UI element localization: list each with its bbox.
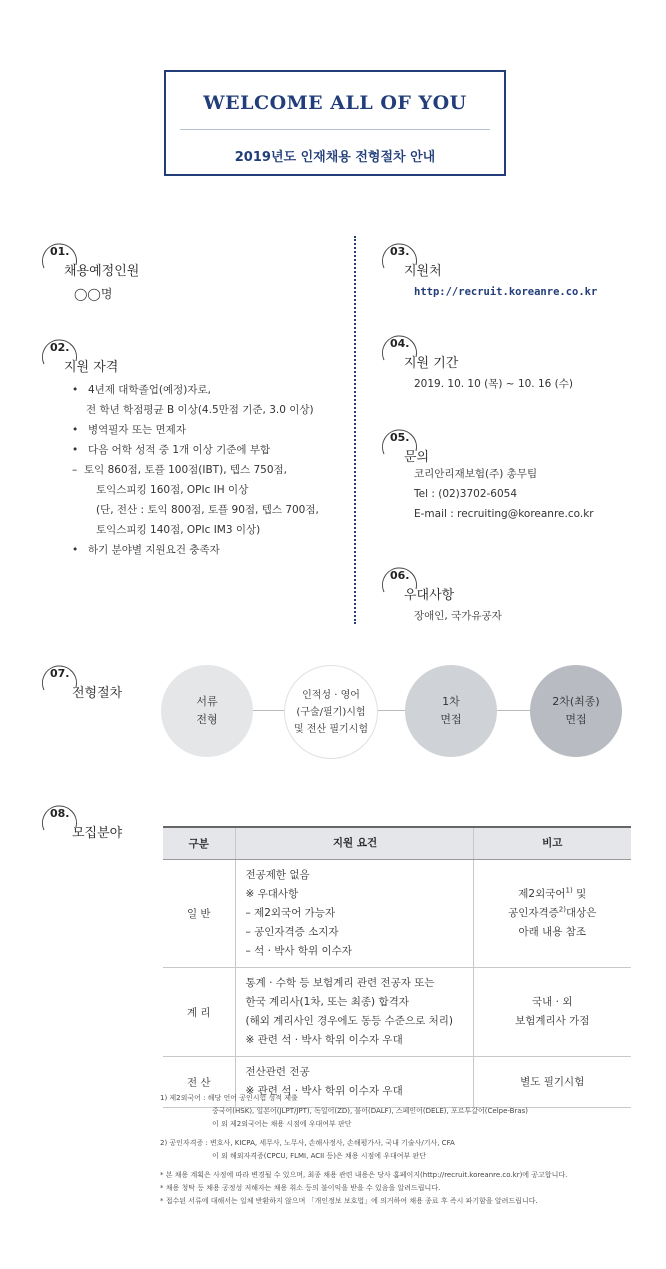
list-item: • 다음 어학 성적 중 1개 이상 기준에 부합 bbox=[72, 440, 319, 460]
footnote: 이 외 제2외국어는 채용 시점에 우대여부 판단 bbox=[212, 1120, 352, 1128]
section-title: 우대사항 bbox=[404, 588, 455, 603]
requirement-line: (해외 계리사인 경우에도 동등 수준으로 처리) bbox=[245, 1015, 453, 1027]
section-title: 채용예정인원 bbox=[64, 264, 140, 279]
section-number: 04. bbox=[390, 337, 410, 350]
section-number: 02. bbox=[50, 341, 70, 354]
footnote: * 채용 청탁 등 채용 공정성 저해자는 채용 취소 등의 불이익을 받을 수 있음을 알려드립니다. bbox=[160, 1184, 441, 1192]
process-step-interview-1 bbox=[405, 665, 497, 757]
list-item: 토익스피킹 160점, OPIc IH 이상 bbox=[96, 484, 249, 496]
application-period: 2019. 10. 10 (목) ~ 10. 16 (수) bbox=[414, 378, 574, 390]
section-number: 08. bbox=[50, 807, 70, 820]
preference-info: 장애인, 국가유공자 bbox=[414, 610, 502, 622]
step-label: 1차 bbox=[442, 695, 460, 708]
contact-department: 코리안리재보험(주) 총무팀 bbox=[414, 468, 538, 480]
process-step-documents bbox=[161, 665, 253, 757]
column-divider bbox=[354, 236, 356, 624]
recruitment-table bbox=[163, 826, 631, 1108]
contact-info bbox=[414, 464, 594, 524]
list-item: 토익스피킹 140점, OPIc IM3 이상) bbox=[96, 524, 261, 536]
table-row bbox=[163, 968, 631, 1057]
note-line: 보험계리사 가점 bbox=[515, 1015, 590, 1027]
step-connector bbox=[378, 710, 405, 711]
footnote: 이 외 해외자격증(CPCU, FLMI, ACII 등)은 채용 시점에 우대여부 판단 bbox=[212, 1152, 427, 1160]
section-number: 01. bbox=[50, 245, 70, 258]
requirement-line: 전산관련 전공 bbox=[245, 1066, 310, 1078]
requirements-cell bbox=[235, 968, 473, 1057]
section-title: 전형절차 bbox=[72, 686, 123, 701]
note-text: 제2외국어 bbox=[518, 888, 566, 900]
step-label: 면접 bbox=[440, 713, 462, 726]
note-text: 공인자격증 bbox=[508, 907, 559, 919]
process-step-aptitude bbox=[284, 665, 378, 759]
step-label: 서류 bbox=[196, 695, 218, 708]
list-item: – 토익 860점, 토플 100점(IBT), 텝스 750점, bbox=[72, 460, 319, 480]
note-text: 대상은 bbox=[565, 907, 597, 919]
step-label: 2차(최종) bbox=[552, 695, 600, 708]
requirement-line: 한국 계리사(1차, 또는 최종) 합격자 bbox=[245, 996, 409, 1008]
category-cell: 계 리 bbox=[163, 968, 235, 1057]
section-number: 07. bbox=[50, 667, 70, 680]
contact-email: E-mail : recruiting@koreanre.co.kr bbox=[414, 508, 594, 520]
note-line bbox=[480, 904, 626, 923]
headcount-value: ◯◯명 bbox=[74, 287, 113, 301]
footnote: * 접수된 서류에 대해서는 일체 반환하지 않으며 「개인정보 보호법」에 의거하여 채용 종료 후 즉시 파기함을 알려드립니다. bbox=[160, 1197, 538, 1205]
step-connector bbox=[497, 710, 530, 711]
requirement-line: 전공제한 없음 bbox=[245, 869, 310, 881]
requirement-line: – 석 · 박사 학위 이수자 bbox=[245, 945, 352, 957]
step-label: 및 전산 필기시험 bbox=[294, 723, 368, 735]
step-label: 면접 bbox=[565, 713, 587, 726]
note-line bbox=[480, 885, 626, 904]
step-label: 전형 bbox=[196, 713, 218, 726]
requirement-line: ※ 관련 석 · 박사 학위 이수자 우대 bbox=[245, 1034, 403, 1046]
footnotes bbox=[160, 1092, 630, 1208]
requirements-cell bbox=[235, 860, 473, 968]
process-step-interview-final bbox=[530, 665, 622, 757]
note-line: 별도 필기시험 bbox=[520, 1075, 585, 1088]
page-subtitle: 2019년도 인재채용 전형절차 안내 bbox=[234, 150, 436, 165]
step-connector bbox=[253, 710, 284, 711]
footnote-ref: 1) bbox=[565, 886, 573, 895]
section-title: 지원 자격 bbox=[64, 360, 119, 375]
section-title: 지원 기간 bbox=[404, 356, 459, 371]
footnote: 2) 공인자격증 : 변호사, KICPA, 세무사, 노무사, 손해사정사, 손해평가사, 국내 기술사/기사, CFA bbox=[160, 1139, 455, 1147]
note-text: 및 bbox=[572, 888, 587, 900]
header-divider bbox=[180, 129, 490, 130]
step-label: 인적성 · 영어 bbox=[302, 689, 360, 701]
list-item: • 4년제 대학졸업(예정)자로, bbox=[72, 380, 319, 400]
section-title: 모집분야 bbox=[72, 826, 123, 841]
category-cell: 일 반 bbox=[163, 860, 235, 968]
header-box bbox=[164, 70, 506, 176]
table-row bbox=[163, 860, 631, 968]
apply-url-link[interactable]: http://recruit.koreanre.co.kr bbox=[414, 286, 598, 298]
category-cell: 전 산 bbox=[163, 1057, 235, 1108]
note-cell bbox=[473, 860, 631, 968]
footnote: * 본 채용 계획은 사정에 따라 변경될 수 있으며, 최종 채용 관련 내용은 당사 홈페이지(http://recruit.koreanre.co.kr)에 공고합니다. bbox=[160, 1171, 568, 1179]
section-number: 05. bbox=[390, 431, 410, 444]
footnote: 1) 제2외국어 : 해당 언어 공인시험 성적 제출 bbox=[160, 1094, 298, 1102]
note-line: 아래 내용 참조 bbox=[518, 926, 587, 938]
requirement-line: 통계 · 수학 등 보험계리 관련 전공자 또는 bbox=[245, 977, 435, 989]
section-number: 06. bbox=[390, 569, 410, 582]
list-item: (단, 전산 : 토익 800점, 토플 90점, 텝스 700점, bbox=[96, 504, 319, 516]
section-number: 03. bbox=[390, 245, 410, 258]
column-header: 구분 bbox=[163, 827, 235, 860]
page-title: WELCOME ALL OF YOU bbox=[203, 92, 467, 114]
footnote-ref: 2) bbox=[558, 905, 566, 914]
list-item: • 하기 분야별 지원요건 충족자 bbox=[72, 540, 319, 560]
note-cell bbox=[473, 968, 631, 1057]
list-item: • 병역필자 또는 면제자 bbox=[72, 420, 319, 440]
requirement-line: – 공인자격증 소지자 bbox=[245, 926, 339, 938]
section-title: 지원처 bbox=[404, 264, 442, 279]
qualification-list bbox=[72, 380, 319, 560]
step-label: (구술/필기)시험 bbox=[296, 706, 366, 718]
column-header: 지원 요건 bbox=[235, 827, 473, 860]
list-item: 전 학년 학점평균 B 이상(4.5만점 기준, 3.0 이상) bbox=[86, 404, 314, 416]
note-line: 국내 · 외 bbox=[532, 996, 573, 1008]
requirement-line: – 제2외국어 가능자 bbox=[245, 907, 336, 919]
table-header-row bbox=[163, 827, 631, 860]
requirement-line: ※ 관련 석 · 박사 학위 이수자 우대 bbox=[245, 1085, 403, 1097]
column-header: 비고 bbox=[473, 827, 631, 860]
contact-phone: Tel : (02)3702-6054 bbox=[414, 488, 518, 500]
requirement-line: ※ 우대사항 bbox=[245, 888, 299, 900]
footnote: 중국어(HSK), 일본어(JLPT/JPT), 독일어(ZD), 불어(DALF), 스페인어(DELE), 포르투갈어(Celpe-Bras) bbox=[212, 1107, 529, 1115]
section-title: 문의 bbox=[404, 450, 430, 465]
